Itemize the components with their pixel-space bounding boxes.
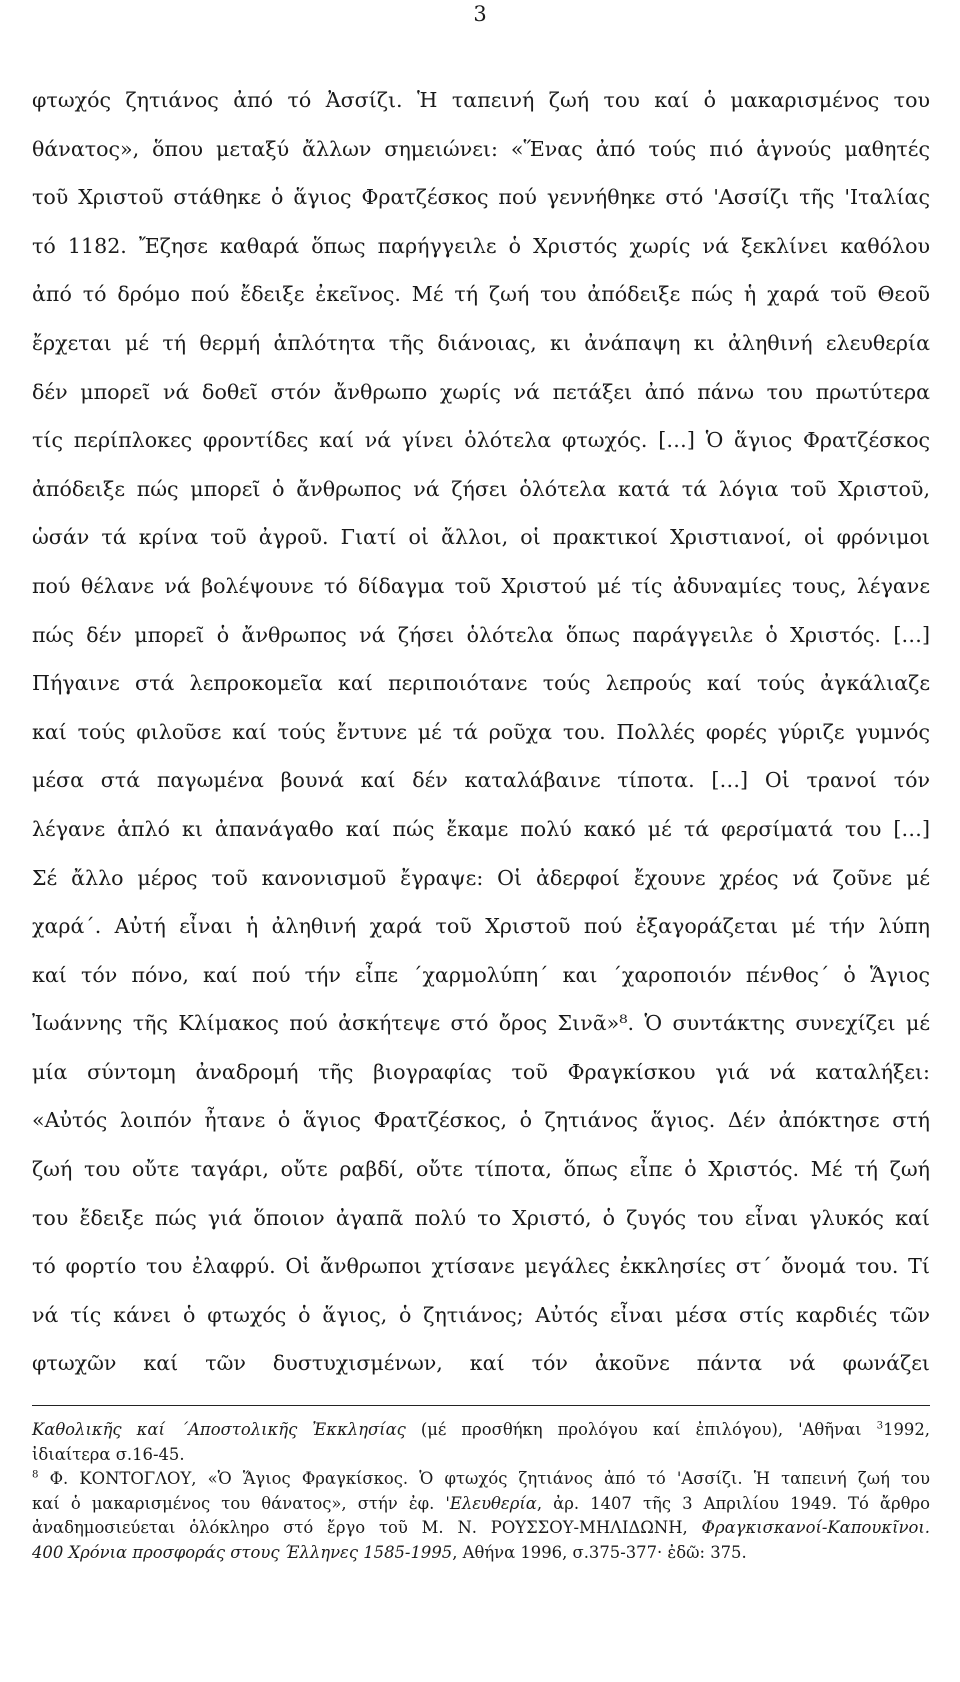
footnote-text: ἀναδημοσιεύεται ὁλόκληρο στό ἔργο τοῦ Μ. Ν. ΡΟΥΣΣΟΥ-ΜΗΛΙΔΩΝΗ, — [32, 1518, 702, 1537]
body-line: μία σύντομη ἀναδρομή τῆς βιογραφίας τοῦ Φραγκίσκου γιά νά καταλήξει: — [32, 1059, 930, 1084]
footnote-line — [32, 1418, 930, 1443]
footnote-text: καί ὁ μακαρισμένος του θάνατος», στήν ἐφ. — [32, 1493, 446, 1513]
body-line: θάνατος», ὅπου μεταξύ ἄλλων σημειώνει: «Ἕνας ἀπό τούς πιό ἁγνούς μαθητές — [32, 136, 930, 161]
body-line: τό 1182. Ἔζησε καθαρά ὅπως παρήγγειλε ὁ Χριστός χωρίς νά ξεκλίνει καθόλου — [32, 233, 930, 258]
body-line: του ἔδειξε πώς γιά ὅποιον ἀγαπᾶ πολύ το Χριστό, ὁ ζυγός του εἶναι γλυκός καί — [32, 1205, 930, 1230]
body-line: τό φορτίο του ἐλαφρύ. Οἱ ἄνθρωποι χτίσανε μεγάλες ἐκκλησίες στ΄ ὄνομά του. Τί — [32, 1254, 930, 1279]
footnote-separator — [32, 1405, 930, 1406]
body-line: καί τούς φιλοῦσε καί τούς ἔντυνε μέ τά ροῦχα του. Πολλές φορές γύριζε γυμνός — [32, 719, 930, 744]
body-line: πώς δέν μπορεῖ ὁ ἄνθρωπος νά ζήσει ὁλότελα ὅπως παράγγειλε ὁ Χριστός. […] — [32, 622, 930, 647]
footnote-8 — [32, 1467, 930, 1492]
body-line: ἀπόδειξε πώς μπορεῖ ὁ ἄνθρωπος νά ζήσει ὁλότελα κατά τά λόγια τοῦ Χριστοῦ, — [32, 476, 930, 501]
footnote-line — [32, 1492, 930, 1517]
body-line: λέγανε ἁπλό κι ἀπανάγαθο καί πώς ἔκαμε πολύ κακό μέ τά φερσίματά του […] — [32, 816, 930, 841]
body-line: ἀπό τό δρόμο πού ἔδειξε ἐκεῖνος. Μέ τή ζωή του ἀπόδειξε πώς ἡ χαρά τοῦ Θεοῦ — [32, 282, 930, 307]
body-line: τοῦ Χριστοῦ στάθηκε ὁ ἅγιος Φρατζέσκος πού γεννήθηκε στό 'Ασσίζι τῆς 'Ιταλίας — [32, 185, 930, 210]
footnote-edition-sup: 3 — [876, 1420, 884, 1432]
footnote-text: Φ. ΚΟΝΤΟΓΛΟΥ, «Ὁ Ἅγιος Φραγκίσκος. Ὁ φτωχός ζητιάνος ἀπό τό 'Ασσίζι. Ἡ ταπεινή ζωή του — [38, 1469, 930, 1488]
footnote-text: 1992, — [883, 1420, 930, 1439]
footnote-book-italic: Φραγκισκανοί-Καπουκῖνοι. — [701, 1518, 930, 1537]
body-line: τίς περίπλοκες φροντίδες καί νά γίνει ὁλότελα φτωχός. […] Ὁ ἅγιος Φρατζέσκος — [32, 428, 930, 453]
footnote-text: , Αθήνα 1996, σ.375-377· ἐδῶ: 375. — [452, 1542, 747, 1562]
body-line: φτωχός ζητιάνος ἀπό τό Ἀσσίζι. Ἡ ταπεινή ζωή του καί ὁ μακαρισμένος του — [32, 88, 930, 112]
body-line: Σέ ἄλλο μέρος τοῦ κανονισμοῦ ἔγραψε: Οἱ ἀδερφοί ἔχουνε χρέος νά ζοῦνε μέ — [32, 865, 930, 890]
page-number: 3 — [473, 2, 487, 26]
footnote-book-subtitle-italic: 400 Χρόνια προσφοράς στους Έλληνες 1585-1995 — [32, 1542, 453, 1562]
body-text — [32, 76, 930, 1388]
body-line: ἔρχεται μέ τή θερμή ἁπλότητα τῆς διάνοιας, κι ἀνάπαψη κι ἀληθινή ελευθερία — [32, 330, 930, 355]
footnote-marker: 8 — [32, 1469, 39, 1481]
footnote-line — [32, 1516, 930, 1541]
footnote-line: ἰδιαίτερα σ.16-45. — [32, 1444, 185, 1464]
footnotes — [32, 1418, 930, 1565]
footnote-text: , ἀρ. 1407 τῆς 3 Απριλίου 1949. Τό ἄρθρο — [536, 1493, 931, 1513]
body-line: Πήγαινε στά λεπροκομεῖα καί περιποιότανε τούς λεπρούς καί τούς ἀγκάλιαζε — [32, 671, 930, 696]
body-line: χαρά΄. Αὐτή εἶναι ἡ ἀληθινή χαρά τοῦ Χριστοῦ πού ἐξαγοράζεται μέ τήν λύπη — [32, 914, 930, 939]
body-line: Ἰωάννης τῆς Κλίμακος πού ἀσκήτεψε στό ὄρος Σινᾶ»⁸. Ὁ συντάκτης συνεχίζει μέ — [32, 1011, 930, 1036]
body-line: φτωχῶν καί τῶν δυστυχισμένων, καί τόν ἀκοῦνε πάντα νά φωνάζει — [32, 1351, 930, 1376]
body-line: νά τίς κάνει ὁ φτωχός ὁ ἅγιος, ὁ ζητιάνος; Αὐτός εἶναι μέσα στίς καρδιές τῶν — [32, 1302, 930, 1327]
footnote-line — [32, 1541, 930, 1566]
body-line: δέν μπορεῖ νά δοθεῖ στόν ἄνθρωπο χωρίς νά πετάξει ἀπό πάνω του πρωτύτερα — [32, 379, 930, 404]
body-line: ζωή του οὔτε ταγάρι, οὔτε ραβδί, οὔτε τίποτα, ὅπως εἶπε ὁ Χριστός. Μέ τή ζωή — [32, 1157, 930, 1182]
body-line: καί τόν πόνο, καί πού τήν εἶπε ΄χαρμολύπη΄ και ΄χαροποιόν πένθος΄ ὁ Ἅγιος — [32, 962, 930, 987]
footnote-text: (μέ προσθήκη προλόγου καί ἐπιλόγου), 'Αθῆναι — [405, 1420, 877, 1439]
footnote-title-italic: Καθολικῆς καί ΄Αποστολικῆς Ἐκκλησίας — [32, 1420, 406, 1439]
body-line: πού θέλανε νά βολέψουνε τό δίδαγμα τοῦ Χριστού μέ τίς ἀδυναμίες τους, λέγανε — [32, 573, 930, 598]
body-line: «Αὐτός λοιπόν ἦτανε ὁ ἅγιος Φρατζέσκος, ὁ ζητιάνος ἅγιος. Δέν ἀπόκτησε στή — [32, 1108, 930, 1133]
body-line: μέσα στά παγωμένα βουνά καί δέν καταλάβαινε τίποτα. […] Οἱ τρανοί τόν — [32, 768, 930, 793]
footnote-newspaper-italic: 'Ελευθερία — [445, 1493, 537, 1513]
body-line: ὡσάν τά κρίνα τοῦ ἀγροῦ. Γιατί οἱ ἄλλοι, οἱ πρακτικοί Χριστιανοί, οἱ φρόνιμοι — [32, 525, 930, 550]
